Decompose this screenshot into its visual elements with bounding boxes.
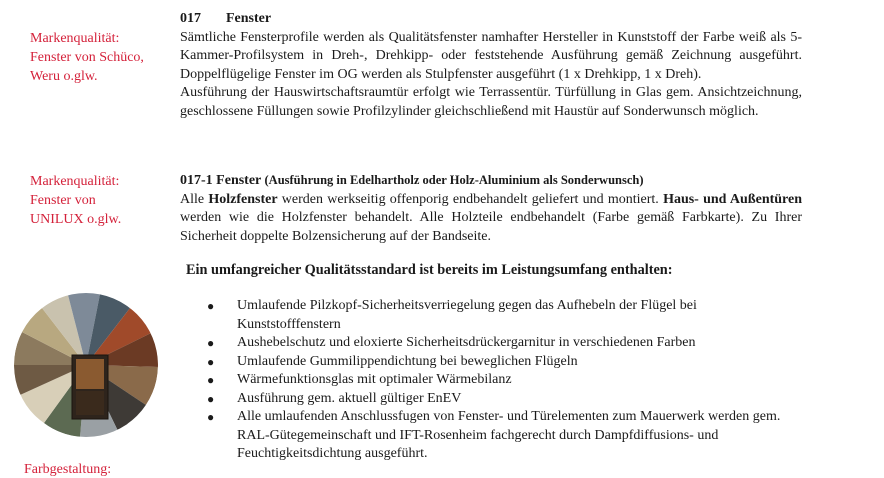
color-swatch-fan-image [8, 275, 168, 445]
swatch-fan-illustration [8, 275, 168, 445]
bullet-icon: ● [207, 373, 215, 387]
section-number: 017 [180, 11, 201, 26]
section-subtitle: (Ausführung in Edelhartholz oder Holz-Aluminium als Sonderwunsch) [264, 173, 644, 187]
list-item [200, 297, 802, 334]
section-paragraph: Sämtliche Fensterprofile werden als Qualitätsfenster namhafter Hersteller in Kunststoff der Farbe weiß als 5-Kammer-Profilsystem in Dreh-, Drehkipp- oder feststehende Ausführung gemäß Zeichnung ausgeführt. Doppelflügelige Fenster im OG werden als Stulpfenster ausgeführt (1 x Drehkipp, 1 x Dreh). [180, 29, 802, 82]
list-item [200, 334, 802, 353]
list-item [200, 390, 802, 409]
text-run: Alle [180, 191, 209, 207]
section-paragraph [180, 191, 802, 247]
list-item-text: Alle umlaufenden Anschlussfugen von Fenster- und Türelementen zum Mauerwerk werden gem. RAL-Gütegemeinschaft und IFT-Rosenheim fachgerecht durch Dampfdiffusions- und Feuchtigkeitsdichtung ausgeführt. [237, 409, 781, 461]
bullet-icon: ● [207, 299, 215, 313]
bold-text-run: Haus- und Außentüren [663, 191, 803, 207]
note-line: Weru o.glw. [30, 69, 98, 84]
note-line: Fenster von [30, 193, 96, 208]
section-number: 017-1 [180, 173, 213, 188]
list-item-text: Umlaufende Pilzkopf-Sicherheitsverriegelung gegen das Aufhebeln der Flügel bei Kunststofffenstern [237, 298, 697, 332]
bold-text-run: Holzfenster [208, 191, 278, 207]
list-item-text: Ausführung gem. aktuell gültiger EnEV [237, 390, 462, 406]
section-heading [180, 10, 802, 29]
sidebar-note-schueco [30, 29, 144, 86]
list-item-text: Wärmefunktionsglas mit optimaler Wärmebilanz [237, 372, 512, 387]
section-017-1 [180, 171, 802, 246]
text-run: werden wie die Holzfenster behandelt. Alle Holzteile endbehandelt (Farbe gemäß Farbkarte). Zu Ihrer Sicherheit doppelte Bolzensicherung auf der Bandseite. [180, 210, 802, 244]
section-017 [180, 10, 802, 121]
note-line: Markenqualität: [30, 31, 120, 46]
list-item [200, 408, 802, 464]
section-paragraph: Ausführung der Hauswirtschaftsraumtür erfolgt wie Terrassentür. Türfüllung in Glas gem. Ansichtzeichnung, geschlossene Füllungen sowie Profilzylinder gleichschließend mit Haustür auf Sonderwunsch möglich. [180, 85, 802, 119]
bullet-icon: ● [207, 354, 215, 369]
bullet-icon: ● [207, 336, 215, 350]
section-heading [180, 171, 802, 191]
note-line: UNILUX o.glw. [30, 212, 122, 227]
note-line: Fenster von Schüco, [30, 50, 144, 65]
feature-list [200, 297, 802, 464]
bullet-icon: ● [207, 410, 215, 424]
note-line: Markenqualität: [30, 174, 120, 189]
sidebar-note-unilux [30, 172, 121, 229]
text-run: werden werkseitig offenporig endbehandelt geliefert und montiert. [277, 191, 664, 207]
list-item-text: Aushebelschutz und eloxierte Sicherheitsdrückergarnitur in verschiedenen Farben [237, 335, 696, 350]
bullet-icon: ● [207, 391, 215, 406]
list-item [200, 353, 802, 372]
section-title: Fenster [226, 11, 272, 26]
quality-standard-headline: Ein umfangreicher Qualitätsstandard ist bereits im Leistungsumfang enthalten: [186, 262, 673, 278]
list-item-text: Umlaufende Gummilippendichtung bei beweglichen Flügeln [237, 353, 578, 369]
list-item [200, 371, 802, 390]
section-title: Fenster [216, 173, 262, 188]
color-design-label: Farbgestaltung: [24, 462, 112, 477]
